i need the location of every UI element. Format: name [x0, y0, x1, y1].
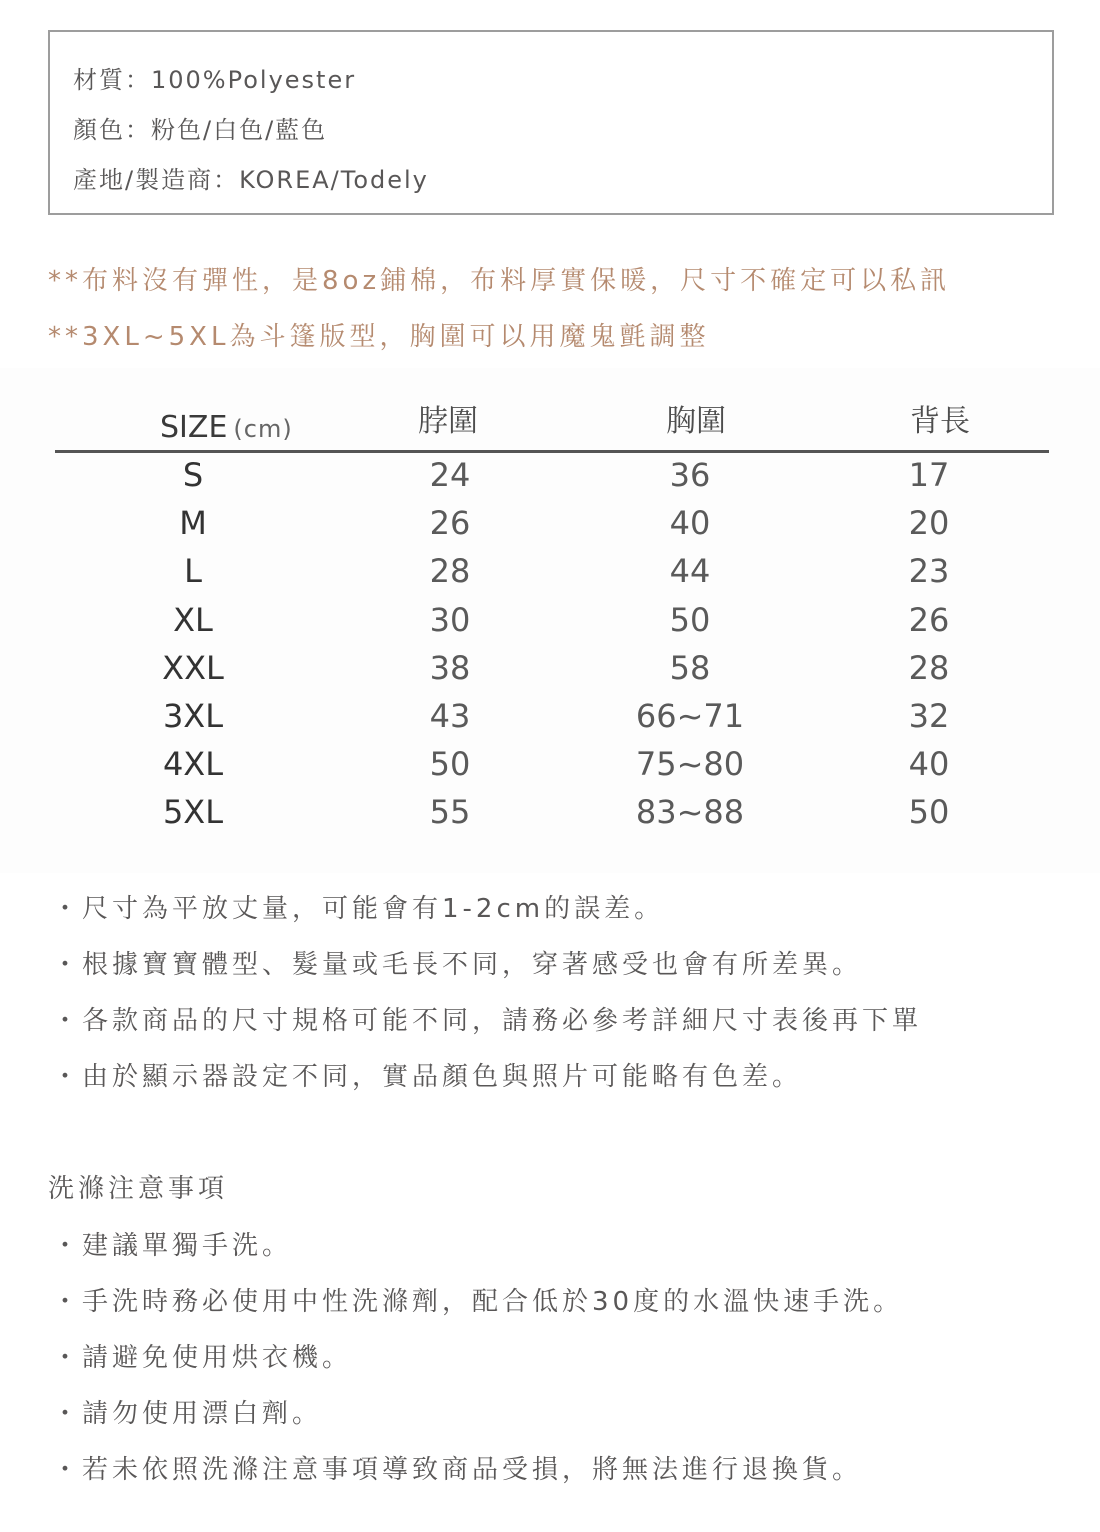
cell-chest: 83~88 — [635, 793, 745, 832]
cell-chest: 40 — [669, 504, 711, 543]
header-back: 背長 — [910, 404, 970, 439]
size-row — [0, 793, 1100, 841]
cell-chest: 75~80 — [635, 745, 745, 784]
cell-size: L — [184, 552, 202, 591]
cell-back: 17 — [908, 456, 950, 494]
color-line: 顏色：粉色/白色/藍色 — [73, 116, 328, 144]
cell-neck: 43 — [429, 697, 471, 735]
cell-back: 20 — [908, 504, 950, 543]
cell-neck: 38 — [429, 648, 471, 687]
cell-neck: 28 — [429, 552, 471, 591]
cell-chest: 50 — [669, 600, 711, 639]
size-row — [0, 745, 1100, 793]
cell-back: 50 — [908, 793, 950, 832]
washing-item: ・手洗時務必使用中性洗滌劑，配合低於30度的水溫快速手洗。 — [52, 1287, 904, 1317]
cell-neck: 50 — [429, 745, 471, 784]
washing-title: 洗滌注意事項 — [48, 1174, 229, 1204]
size-row — [0, 697, 1100, 745]
cell-back: 23 — [908, 552, 950, 591]
size-note: ・由於顯示器設定不同，實品顏色與照片可能略有色差。 — [52, 1062, 803, 1092]
cell-size: 3XL — [162, 697, 224, 735]
header-chest: 胸圍 — [666, 404, 726, 439]
cell-chest: 36 — [669, 456, 711, 494]
cell-back: 32 — [908, 697, 950, 735]
product-info-box — [48, 30, 1054, 215]
cell-chest: 44 — [669, 552, 711, 591]
washing-item: ・若未依照洗滌注意事項導致商品受損，將無法進行退換貨。 — [52, 1455, 863, 1485]
cell-size: 5XL — [162, 793, 224, 832]
header-size — [160, 410, 293, 445]
origin-line: 產地/製造商：KOREA/Todely — [73, 166, 429, 194]
size-row — [0, 456, 1100, 504]
cell-chest: 66~71 — [635, 697, 745, 735]
size-row — [0, 601, 1100, 649]
cell-back: 26 — [908, 600, 950, 639]
header-size-label: SIZE — [160, 410, 228, 445]
washing-item: ・建議單獨手洗。 — [52, 1231, 293, 1261]
washing-item: ・請避免使用烘衣機。 — [52, 1343, 353, 1373]
cell-chest: 58 — [669, 648, 711, 687]
cell-neck: 30 — [429, 600, 471, 639]
cell-size: 4XL — [162, 745, 224, 784]
cell-back: 28 — [908, 648, 950, 687]
notice-fabric: **布料沒有彈性，是8oz鋪棉，布料厚實保暖，尺寸不確定可以私訊 — [48, 266, 951, 296]
size-row — [0, 649, 1100, 697]
size-row — [0, 552, 1100, 600]
header-divider — [55, 450, 1049, 453]
size-row — [0, 504, 1100, 552]
cell-size: XL — [173, 600, 213, 639]
cell-neck: 24 — [429, 456, 471, 494]
notice-cape-style: **3XL~5XL為斗篷版型，胸圍可以用魔鬼氈調整 — [48, 322, 710, 352]
cell-size: XXL — [162, 648, 224, 687]
material-line: 材質：100%Polyester — [73, 66, 357, 94]
size-note: ・各款商品的尺寸規格可能不同，請務必參考詳細尺寸表後再下單 — [52, 1006, 923, 1036]
cell-back: 40 — [908, 745, 950, 784]
cell-size: S — [182, 456, 204, 494]
cell-size: M — [179, 504, 207, 543]
cell-neck: 55 — [429, 793, 471, 832]
header-neck: 脖圍 — [418, 404, 478, 439]
header-unit: (cm) — [233, 415, 293, 443]
size-note: ・根據寶寶體型、髮量或毛長不同，穿著感受也會有所差異。 — [52, 950, 863, 980]
washing-item: ・請勿使用漂白劑。 — [52, 1399, 323, 1429]
cell-neck: 26 — [429, 504, 471, 543]
size-note: ・尺寸為平放丈量，可能會有1-2cm的誤差。 — [52, 894, 665, 924]
